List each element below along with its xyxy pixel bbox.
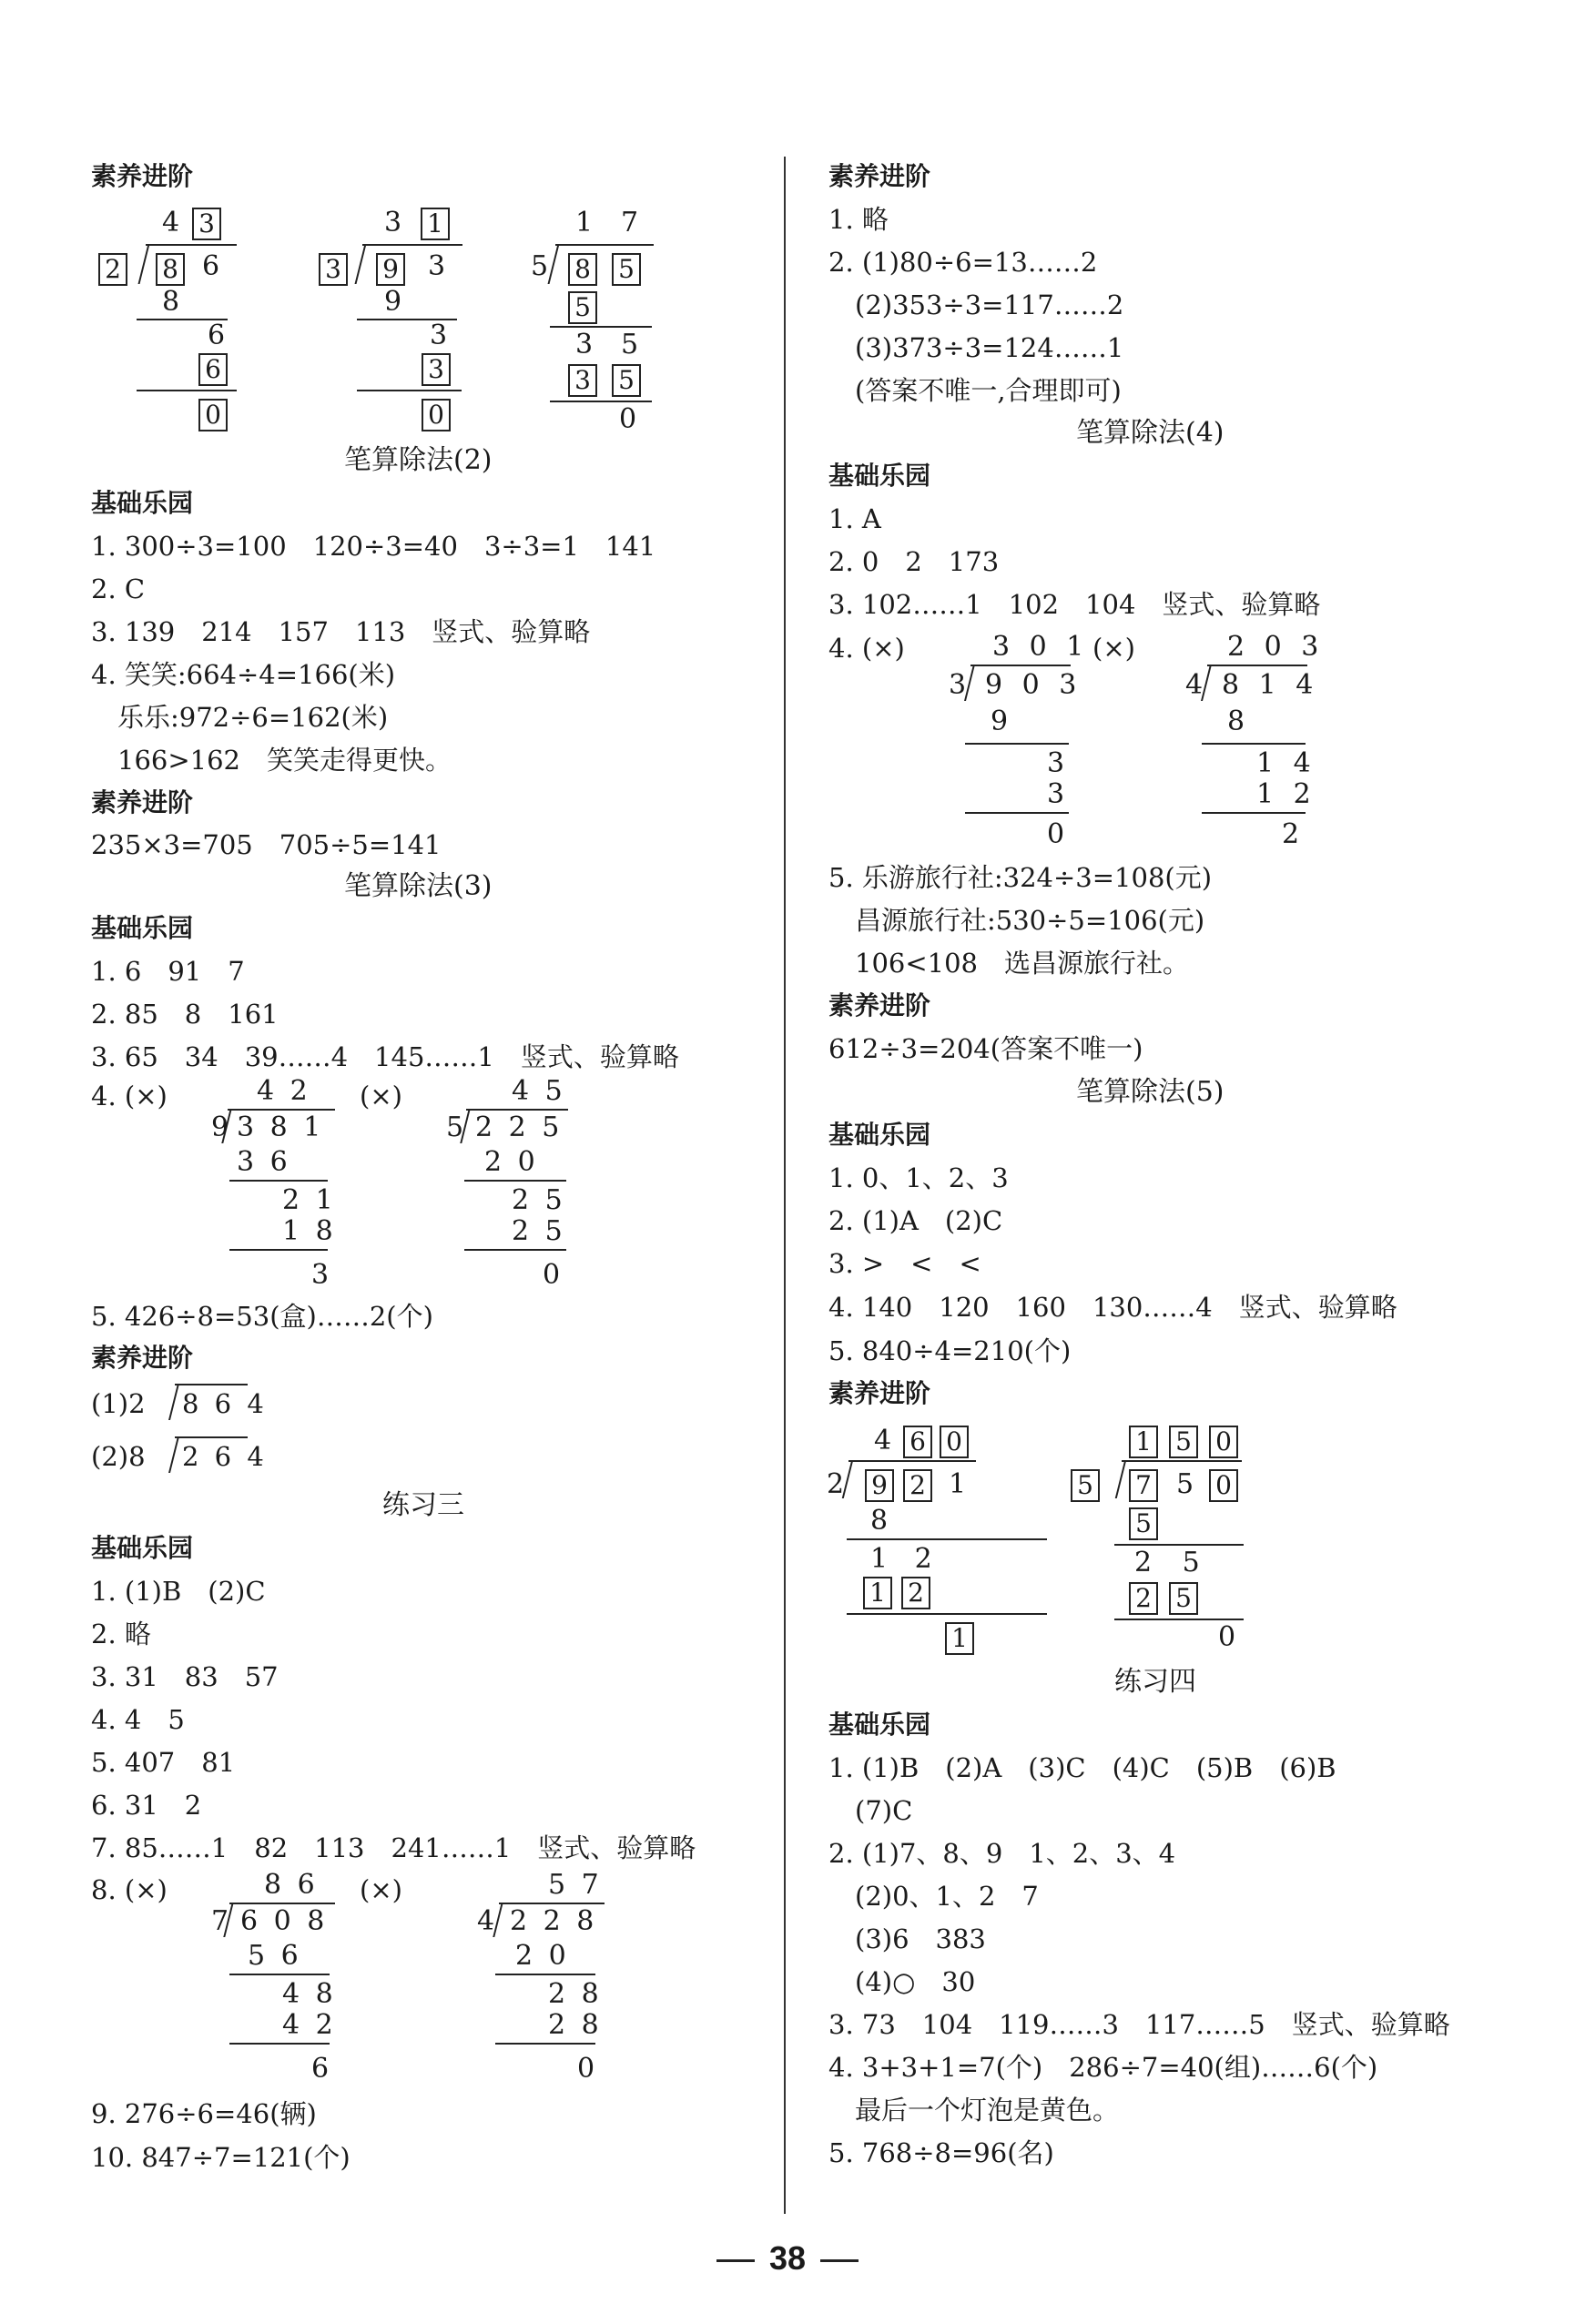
division-bracket-top <box>466 1109 568 1111</box>
setup-dividend: 8 6 4 <box>182 1388 268 1419</box>
subtract-digits: 1 2 <box>1256 778 1316 810</box>
answer-box: 7 <box>1129 1469 1158 1502</box>
answer-line: 235×3=705 705÷5=141 <box>91 829 442 860</box>
divisor: 4 <box>1185 669 1204 701</box>
section-title: 笔算除法(4) <box>1076 417 1224 449</box>
subtract-line <box>357 390 462 391</box>
remainder-digits: 2 5 <box>512 1184 566 1216</box>
answer-line: 8. (×) <box>91 1874 168 1905</box>
quotient: 8 6 <box>264 1869 319 1901</box>
answer-line: 5. 426÷8=53(盒)……2(个) <box>91 1301 433 1332</box>
answer-line: (7)C <box>828 1795 913 1826</box>
quotient-digit: 3 <box>384 207 402 238</box>
answer-line: 2. (1)7、8、9 1、2、3、4 <box>828 1838 1176 1869</box>
dividend-digit: 1 <box>949 1468 967 1500</box>
answer-box: 3 <box>192 208 221 240</box>
subtract-line <box>495 1974 595 1975</box>
remainder-digits: 2 <box>1282 818 1300 850</box>
answer-line: 10. 847÷7=121(个) <box>91 2142 351 2173</box>
answer-box: 1 <box>945 1622 974 1655</box>
answer-mark: (×) <box>360 1874 402 1905</box>
remainder-digit: 3 <box>430 320 448 351</box>
answer-line: 4. 3+3+1=7(个) 286÷7=40(组)……6(个) <box>828 2052 1378 2083</box>
answer-box: 5 <box>1129 1507 1158 1540</box>
division-bracket-side <box>1115 1460 1126 1498</box>
answer-box: 3 <box>568 364 597 397</box>
subtract-line <box>965 743 1069 745</box>
answer-line: 4. 4 5 <box>91 1704 185 1735</box>
division-bracket-side <box>548 244 560 284</box>
answer-line: (答案不唯一,合理即可) <box>828 375 1122 406</box>
section-heading: 素养进阶 <box>828 1378 931 1408</box>
answer-line: (3)373÷3=124……1 <box>828 332 1124 363</box>
page-number-value: 38 <box>768 2239 807 2277</box>
section-heading: 基础乐园 <box>91 1533 194 1563</box>
answer-line: 5. 乐游旅行社:324÷3=108(元) <box>828 862 1213 893</box>
answer-line: 4. (×) <box>91 1081 168 1111</box>
subtract-line <box>229 2043 330 2045</box>
answer-line: 2. (1)A (2)C <box>828 1205 1003 1236</box>
section-heading: 素养进阶 <box>91 161 194 191</box>
dividend: 3 8 1 <box>237 1111 325 1143</box>
subtract-digits: 8 <box>870 1505 889 1537</box>
subtract-line <box>229 1180 328 1182</box>
answer-line: 3. 73 104 119……3 117……5 竖式、验算略 <box>828 2009 1450 2040</box>
subtract-line <box>847 1613 1047 1615</box>
quotient-digit: 1 <box>575 207 594 238</box>
setup-prefix: (1)2 <box>91 1388 146 1419</box>
remainder-digit: 0 <box>619 403 637 435</box>
section-title: 笔算除法(2) <box>344 444 493 476</box>
answer-box: 0 <box>422 399 451 431</box>
left-column <box>0 0 783 2324</box>
answer-box: 1 <box>1129 1426 1158 1458</box>
answer-box: 2 <box>1129 1582 1158 1615</box>
answer-box: 1 <box>421 208 450 240</box>
answer-box: 0 <box>940 1426 969 1458</box>
subtract-line <box>229 1249 328 1251</box>
division-bracket-side <box>168 1384 179 1420</box>
answer-box: 5 <box>1169 1426 1198 1458</box>
remainder-digit: 5 <box>621 329 639 360</box>
page-number-dash-right <box>820 2259 859 2262</box>
divisor: 5 <box>446 1111 464 1143</box>
answer-box: 3 <box>422 353 451 386</box>
subtract-digits: 4 2 <box>282 2009 337 2041</box>
setup-prefix: (2)8 <box>91 1441 146 1472</box>
remainder-digits: 1 4 <box>1256 747 1316 779</box>
section-heading: 基础乐园 <box>91 913 194 943</box>
subtract-line <box>137 390 237 391</box>
subtract-digits: 3 <box>1047 778 1065 810</box>
quotient-digit: 4 <box>162 207 180 238</box>
section-heading: 基础乐园 <box>828 1710 931 1740</box>
answer-box: 9 <box>865 1469 894 1502</box>
answer-box: 0 <box>1209 1426 1238 1458</box>
remainder-digits: 0 <box>543 1259 561 1291</box>
answer-line: (2)0、1、2 7 <box>828 1881 1039 1912</box>
subtract-line <box>464 1249 566 1251</box>
answer-line: 7. 85……1 82 113 241……1 竖式、验算略 <box>91 1832 696 1863</box>
dividend-digit: 3 <box>428 250 446 282</box>
answer-line: 1. 6 91 7 <box>91 956 245 987</box>
divisor: 7 <box>211 1905 229 1937</box>
remainder-digits: 2 1 <box>282 1184 337 1216</box>
subtract-line <box>1114 1544 1244 1546</box>
remainder-digits: 4 8 <box>282 1978 337 2010</box>
answer-line: 3. 65 34 39……4 145……1 竖式、验算略 <box>91 1041 679 1072</box>
division-bracket-top <box>970 665 1071 666</box>
division-bracket-top <box>362 244 462 246</box>
divisor: 3 <box>949 669 967 701</box>
quotient-digit: 7 <box>621 207 639 238</box>
divisor-digit: 5 <box>531 250 549 282</box>
answer-line: 9. 276÷6=46(辆) <box>91 2098 317 2129</box>
section-title: 练习四 <box>1114 1666 1196 1698</box>
quotient: 4 2 <box>257 1075 311 1107</box>
subtract-line <box>464 1180 566 1182</box>
answer-line: 4. 笑笑:664÷4=166(米) <box>91 659 396 690</box>
subtract-digits: 3 6 <box>237 1146 291 1178</box>
subtract-digits: 5 6 <box>248 1940 302 1972</box>
subtract-line <box>229 1974 330 1975</box>
quotient: 5 7 <box>548 1869 603 1901</box>
answer-line: 乐乐:972÷6=162(米) <box>91 702 389 733</box>
subtract-digits: 1 8 <box>282 1215 337 1247</box>
answer-box: 9 <box>376 253 405 286</box>
subtract-digits: 2 0 <box>515 1940 570 1972</box>
answer-box: 5 <box>1169 1582 1198 1615</box>
answer-line: 4. (×) <box>828 633 905 664</box>
answer-box: 2 <box>98 253 127 286</box>
answer-box: 5 <box>612 253 641 286</box>
divisor: 2 <box>827 1468 845 1500</box>
answer-line: 5. 840÷4=210(个) <box>828 1335 1072 1366</box>
answer-line: 2. 略 <box>91 1619 151 1649</box>
page-number <box>0 2239 1575 2278</box>
answer-line: 1. 300÷3=100 120÷3=40 3÷3=1 141 <box>91 531 656 562</box>
dividend: 2 2 8 <box>510 1905 598 1937</box>
subtract-line <box>550 401 652 402</box>
remainder-digits: 0 <box>1218 1621 1236 1653</box>
answer-line: 5. 407 81 <box>91 1747 236 1778</box>
remainder-digits: 6 <box>311 2053 330 2085</box>
answer-line: 1. A <box>828 503 881 534</box>
division-bracket-top <box>175 1436 248 1438</box>
remainder-digits: 2 5 <box>1134 1547 1211 1578</box>
section-title: 笔算除法(3) <box>344 870 493 902</box>
subtract-digits: 2 5 <box>512 1215 566 1247</box>
answer-box: 6 <box>198 353 228 386</box>
setup-dividend: 2 6 4 <box>182 1441 268 1472</box>
answer-box: 8 <box>568 253 597 286</box>
dividend-digit: 5 <box>1176 1468 1194 1500</box>
answer-box: 6 <box>903 1426 932 1458</box>
remainder-digit: 6 <box>208 320 226 351</box>
dividend: 8 1 4 <box>1222 669 1319 701</box>
remainder-digit: 3 <box>575 329 594 360</box>
page-number-dash-left <box>716 2259 755 2262</box>
division-bracket-top <box>228 1109 335 1111</box>
answer-line: 3. > < < <box>828 1248 981 1279</box>
answer-line: (4)○ 30 <box>828 1966 976 1997</box>
remainder-digits: 3 <box>311 1259 330 1291</box>
remainder-digits: 3 <box>1047 747 1065 779</box>
answer-line: 3. 102……1 102 104 竖式、验算略 <box>828 589 1321 620</box>
answer-line: (2)353÷3=117……2 <box>828 289 1124 320</box>
section-heading: 素养进阶 <box>91 1343 194 1373</box>
division-bracket-top <box>499 1903 605 1904</box>
subtract-line <box>550 326 652 328</box>
division-bracket-side <box>168 1436 179 1473</box>
subtract-line <box>1202 812 1306 814</box>
division-bracket-top <box>848 1460 976 1462</box>
answer-line: 2. C <box>91 573 146 604</box>
section-heading: 基础乐园 <box>91 488 194 518</box>
subtract-digits: 8 <box>1227 705 1245 737</box>
answer-line: 3. 139 214 157 113 竖式、验算略 <box>91 616 591 647</box>
section-heading: 基础乐园 <box>828 461 931 491</box>
answer-box: 3 <box>319 253 348 286</box>
subtract-digits: 9 <box>991 705 1009 737</box>
answer-line: 最后一个灯泡是黄色。 <box>828 2095 1120 2126</box>
subtract-line <box>965 812 1069 814</box>
answer-line: 2. (1)80÷6=13……2 <box>828 247 1098 278</box>
answer-box: 0 <box>198 399 228 431</box>
quotient: 3 0 1 <box>992 631 1090 663</box>
answer-line: 2. 0 2 173 <box>828 546 1000 577</box>
division-bracket-top <box>175 1384 248 1385</box>
answer-box: 2 <box>901 1577 930 1609</box>
subtract-line <box>1202 743 1306 745</box>
subtract-line <box>1114 1619 1244 1620</box>
quotient-digit: 4 <box>874 1425 892 1456</box>
dividend: 2 2 5 <box>475 1111 564 1143</box>
division-bracket-top <box>1122 1460 1242 1462</box>
right-column <box>783 0 1575 2324</box>
answer-line: 1. (1)B (2)C <box>91 1576 266 1607</box>
subtract-digits: 2 8 <box>548 2009 603 2041</box>
answer-box: 0 <box>1209 1469 1238 1502</box>
answer-box: 2 <box>903 1469 932 1502</box>
remainder-digits: 2 8 <box>548 1978 603 2010</box>
answer-line: 4. 140 120 160 130……4 竖式、验算略 <box>828 1292 1397 1323</box>
answer-box: 5 <box>612 364 641 397</box>
answer-mark: (×) <box>360 1081 402 1111</box>
remainder-digits: 1 2 <box>870 1543 941 1575</box>
answer-box: 5 <box>1071 1469 1100 1502</box>
divisor: 4 <box>477 1905 495 1937</box>
remainder-digits: 0 <box>577 2053 595 2085</box>
answer-line: 106<108 选昌源旅行社。 <box>828 948 1190 979</box>
answer-line: 1. (1)B (2)A (3)C (4)C (5)B (6)B <box>828 1752 1336 1783</box>
answer-line: 166>162 笑笑走得更快。 <box>91 745 452 776</box>
answer-box: 8 <box>156 253 185 286</box>
division-bracket-top <box>146 244 237 246</box>
section-heading: 素养进阶 <box>91 787 194 817</box>
divisor: 9 <box>211 1111 229 1143</box>
division-bracket-side <box>138 244 150 284</box>
section-heading: 基础乐园 <box>828 1120 931 1150</box>
subtract-line <box>847 1538 1047 1540</box>
quotient: 2 0 3 <box>1227 631 1325 663</box>
section-title: 练习三 <box>382 1489 464 1521</box>
subtract-digits: 2 0 <box>484 1146 539 1178</box>
subtract-line <box>495 2043 595 2045</box>
remainder-digits: 0 <box>1047 818 1065 850</box>
section-heading: 素养进阶 <box>828 990 931 1020</box>
answer-line: 昌源旅行社:530÷5=106(元) <box>828 905 1205 936</box>
answer-line: 1. 略 <box>828 204 889 235</box>
section-title: 笔算除法(5) <box>1076 1076 1224 1108</box>
answer-line: 5. 768÷8=96(名) <box>828 2137 1054 2168</box>
answer-line: 2. 85 8 161 <box>91 999 279 1030</box>
dividend: 9 0 3 <box>985 669 1082 701</box>
answer-line: 1. 0、1、2、3 <box>828 1162 1009 1193</box>
subtract-digit: 9 <box>384 286 402 318</box>
section-heading: 素养进阶 <box>828 161 931 191</box>
answer-box: 5 <box>568 291 597 324</box>
answer-mark: (×) <box>1092 633 1135 664</box>
division-bracket-side <box>355 244 367 284</box>
division-bracket-top <box>1207 665 1307 666</box>
answer-box: 1 <box>863 1577 892 1609</box>
dividend-digit: 6 <box>202 250 220 282</box>
answer-line: 6. 31 2 <box>91 1790 202 1821</box>
division-bracket-top <box>229 1903 335 1904</box>
answer-line: (3)6 383 <box>828 1923 986 1954</box>
dividend: 6 0 8 <box>240 1905 329 1937</box>
subtract-digit: 8 <box>162 286 180 318</box>
division-bracket-top <box>555 244 654 246</box>
answer-line: 612÷3=204(答案不唯一) <box>828 1033 1143 1064</box>
answer-line: 3. 31 83 57 <box>91 1661 279 1692</box>
quotient: 4 5 <box>512 1075 566 1107</box>
